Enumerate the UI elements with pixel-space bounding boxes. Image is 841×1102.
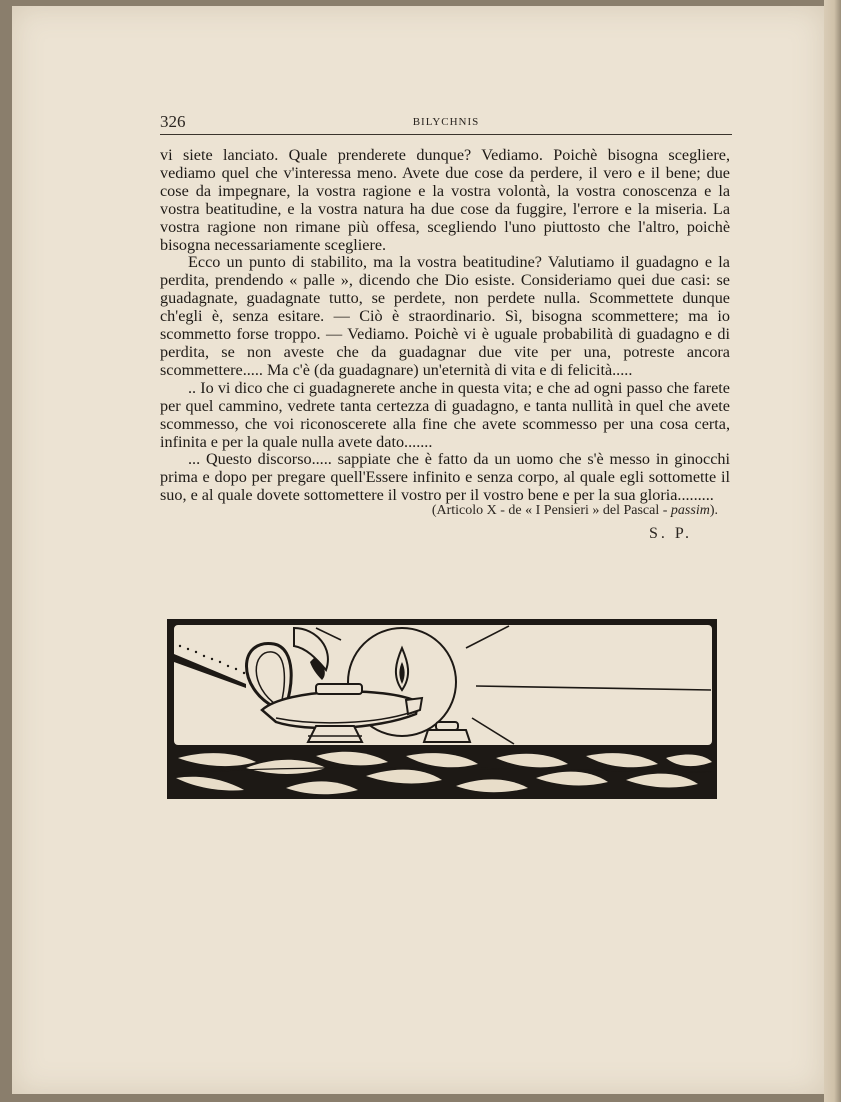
body-text <box>160 147 730 505</box>
page-edge <box>824 0 841 1102</box>
running-title: BILYCHNIS <box>412 116 480 128</box>
citation <box>160 503 718 519</box>
paragraph: vi siete lanciato. Quale prenderete dunque? Vediamo. Poichè bisogna scegliere, vediamo quel che v'interessa meno. Avete due cose da perdere, il vero e il bene; due cose da impegnare, la vostra ragione e la vostra volontà, la vostra conoscenza e la vostra beatitudine, e la vostra natura ha due cose da fuggire, l'errore e la miseria. La vostra ragione non rimane più offesa, scegliendo l'uno piuttosto che l'altro, poichè bisogna necessariamente scegliere. <box>160 146 730 254</box>
paragraph: .. Io vi dico che ci guadagnerete anche in questa vita; e che ad ogni passo che farete per quel cammino, vedrete tanta certezza di guadagno, e tanta nullità in quel che avete scommesso, che voi riconoscerete alla fine che avete scommesso per una cosa certa, infinita e per la quale nulla avete dato....... <box>160 378 730 451</box>
citation-prefix: (Articolo X - de « I Pensieri » del Pascal - <box>431 503 671 518</box>
header-rule <box>160 134 732 135</box>
signature: S. P. <box>648 525 692 542</box>
oil-lamp-vignette <box>166 618 718 800</box>
paragraph: Ecco un punto di stabilito, ma la vostra beatitudine? Valutiamo il guadagno e la perdita, prendendo « palle », dicendo che Dio esiste. Consideriamo quei due casi: se guadagnate, guadagnate tutto, se perdete, non perdete nulla. Scommettete dunque ch'egli è, senza esitare. — Ciò è straordinario. Sì, bisogna scommettere; ma io scommetto forse troppo. — Vediamo. Poichè vi è uguale probabilità di guadagno e di perdita, se non aveste che da guadagnar due vite per una, potreste ancora scommettere..... Ma c'è (da guadagnare) un'eternità di vita e di felicità..... <box>160 253 730 379</box>
paragraph: ... Questo discorso..... sappiate che è fatto da un uomo che s'è messo in ginocchi prima e dopo per pregare quell'Essere infinito e senza corpo, al quale egli sottomette il suo, e al quale dovete sottomettere il vostro per il vostro bene e per la sua gloria......... <box>160 450 730 505</box>
page-number: 326 <box>160 112 186 131</box>
page-header <box>160 112 732 134</box>
citation-italic: passim <box>670 503 710 518</box>
citation-suffix: ). <box>709 503 718 518</box>
